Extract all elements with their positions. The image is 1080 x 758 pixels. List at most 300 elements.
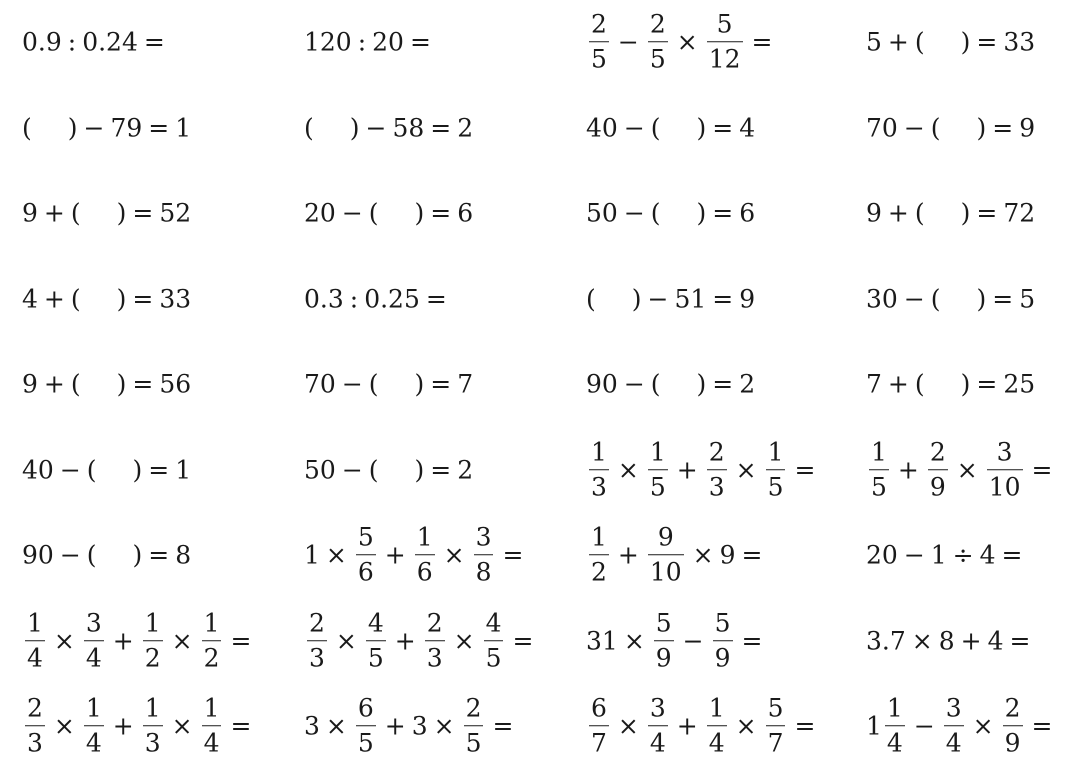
operator: = xyxy=(492,711,514,741)
number-text: 40 xyxy=(586,113,618,143)
number-text: 9 xyxy=(22,369,38,399)
problem-9-3 xyxy=(586,695,821,757)
number-text: 9 xyxy=(866,198,882,228)
operator: = xyxy=(148,113,170,143)
close-paren: ) xyxy=(960,369,971,399)
operator: × xyxy=(692,540,714,570)
fraction-numerator: 3 xyxy=(475,522,492,552)
operator: : xyxy=(67,27,77,57)
problem-9-1 xyxy=(22,695,257,757)
number-text: 20 xyxy=(372,27,404,57)
operator: = xyxy=(430,455,452,485)
number-text: 56 xyxy=(159,369,192,399)
operator: = xyxy=(794,455,816,485)
operator: = xyxy=(992,113,1014,143)
fraction-numerator: 1 xyxy=(871,437,887,467)
number-text: 5 xyxy=(866,27,882,57)
open-paren: ( xyxy=(86,540,97,570)
fraction xyxy=(589,11,609,73)
close-paren: ) xyxy=(132,540,143,570)
fraction-denominator: 10 xyxy=(648,555,684,586)
operator: × xyxy=(171,626,193,656)
close-paren: ) xyxy=(349,113,360,143)
fraction-numerator: 2 xyxy=(591,9,607,39)
fraction-numerator: 2 xyxy=(649,9,666,39)
fraction xyxy=(1003,695,1023,757)
number-text: 90 xyxy=(586,369,618,399)
number-text: 58 xyxy=(392,113,425,143)
fraction-numerator: 1 xyxy=(144,608,161,638)
fraction-numerator: 1 xyxy=(85,693,102,723)
fraction xyxy=(84,610,104,672)
fraction-denominator: 4 xyxy=(25,641,45,672)
fraction-denominator: 5 xyxy=(484,641,504,672)
fraction xyxy=(648,695,668,757)
problem-8-3 xyxy=(586,610,768,672)
operator: × xyxy=(171,711,193,741)
fraction-numerator: 3 xyxy=(996,437,1013,467)
problem-7-4 xyxy=(866,540,1028,570)
operator: − xyxy=(623,369,645,399)
fraction-numerator: 1 xyxy=(27,608,43,638)
fraction xyxy=(928,439,948,501)
operator: × xyxy=(972,711,994,741)
number-text: 6 xyxy=(457,198,474,228)
problem-5-1 xyxy=(22,369,192,399)
open-paren: ( xyxy=(930,113,941,143)
fraction-denominator: 5 xyxy=(464,726,484,757)
problem-3-1 xyxy=(22,198,192,228)
fraction-numerator: 2 xyxy=(929,437,946,467)
fraction xyxy=(474,524,494,586)
operator: × xyxy=(676,27,698,57)
fraction-denominator: 5 xyxy=(366,641,386,672)
number-text: 9 xyxy=(1019,113,1036,143)
fraction xyxy=(356,524,376,586)
operator: = xyxy=(992,284,1014,314)
number-text: 4 xyxy=(22,284,38,314)
operator: = xyxy=(1031,711,1053,741)
fraction xyxy=(589,439,609,501)
fraction-numerator: 1 xyxy=(591,437,607,467)
number-text: 70 xyxy=(304,369,336,399)
operator: − xyxy=(903,284,925,314)
close-paren: ) xyxy=(960,198,971,228)
close-paren: ) xyxy=(116,369,127,399)
operator: − xyxy=(341,198,363,228)
number-text: 1 xyxy=(175,455,192,485)
close-paren: ) xyxy=(696,369,707,399)
operator: = xyxy=(132,369,154,399)
fraction-numerator: 5 xyxy=(716,9,733,39)
operator: : xyxy=(357,27,367,57)
operator: × xyxy=(956,455,978,485)
problem-3-3 xyxy=(586,198,756,228)
fraction xyxy=(25,695,45,757)
fraction-denominator: 3 xyxy=(425,641,445,672)
operator: × xyxy=(335,626,357,656)
fraction-denominator: 5 xyxy=(589,42,609,73)
fraction-numerator: 6 xyxy=(591,693,607,723)
operator: = xyxy=(425,284,447,314)
operator: = xyxy=(502,540,524,570)
problem-8-4 xyxy=(866,626,1036,656)
number-text: 3.7 xyxy=(866,626,906,656)
close-paren: ) xyxy=(976,113,987,143)
operator: = xyxy=(148,455,170,485)
operator: = xyxy=(230,711,252,741)
fraction-numerator: 1 xyxy=(767,437,784,467)
operator: + xyxy=(887,27,909,57)
fraction-denominator: 5 xyxy=(766,470,786,501)
fraction-denominator: 4 xyxy=(885,726,905,757)
open-paren: ( xyxy=(914,198,925,228)
operator: = xyxy=(132,198,154,228)
fraction-denominator: 7 xyxy=(589,726,609,757)
fraction-denominator: 3 xyxy=(143,726,163,757)
operator: + xyxy=(394,626,416,656)
problem-8-1 xyxy=(22,610,257,672)
fraction xyxy=(589,695,609,757)
operator: = xyxy=(976,198,998,228)
number-text: 9 xyxy=(22,198,38,228)
fraction xyxy=(307,610,327,672)
fraction-denominator: 7 xyxy=(766,726,786,757)
fraction-numerator: 1 xyxy=(203,693,220,723)
operator: × xyxy=(325,711,347,741)
number-text: 7 xyxy=(866,369,882,399)
close-paren: ) xyxy=(960,27,971,57)
fraction-denominator: 3 xyxy=(25,726,45,757)
open-paren: ( xyxy=(368,455,379,485)
fraction-denominator: 2 xyxy=(589,555,609,586)
fraction-denominator: 5 xyxy=(869,470,889,501)
fraction-denominator: 12 xyxy=(707,42,743,73)
number-text: 4 xyxy=(979,540,996,570)
problem-6-2 xyxy=(304,455,474,485)
operator: × xyxy=(735,455,757,485)
operator: − xyxy=(59,455,81,485)
number-text: 72 xyxy=(1003,198,1036,228)
fraction-denominator: 2 xyxy=(143,641,163,672)
number-text: 7 xyxy=(457,369,474,399)
fraction-numerator: 2 xyxy=(708,437,725,467)
fraction-denominator: 3 xyxy=(707,470,727,501)
operator: : xyxy=(349,284,359,314)
fraction-numerator: 3 xyxy=(945,693,962,723)
fraction-denominator: 5 xyxy=(648,42,668,73)
number-text: 40 xyxy=(22,455,54,485)
operator: ÷ xyxy=(952,540,974,570)
open-paren: ( xyxy=(914,27,925,57)
close-paren: ) xyxy=(631,284,642,314)
fraction xyxy=(356,695,376,757)
operator: = xyxy=(230,626,252,656)
number-text: 3 xyxy=(411,711,428,741)
fraction xyxy=(648,11,668,73)
operator: + xyxy=(112,626,134,656)
problem-1-1 xyxy=(22,27,171,57)
open-paren: ( xyxy=(650,113,661,143)
number-text: 50 xyxy=(304,455,336,485)
open-paren: ( xyxy=(70,284,81,314)
operator: − xyxy=(59,540,81,570)
operator: − xyxy=(903,113,925,143)
open-paren: ( xyxy=(86,455,97,485)
fraction xyxy=(648,439,668,501)
problem-6-4 xyxy=(866,439,1058,501)
operator: × xyxy=(735,711,757,741)
number-text: 50 xyxy=(586,198,618,228)
fraction xyxy=(869,439,889,501)
number-text: 33 xyxy=(1003,27,1036,57)
fraction-numerator: 3 xyxy=(85,608,102,638)
fraction xyxy=(766,695,786,757)
fraction xyxy=(713,610,733,672)
operator: + xyxy=(384,711,406,741)
close-paren: ) xyxy=(67,113,78,143)
fraction xyxy=(944,695,964,757)
operator: × xyxy=(617,455,639,485)
fraction xyxy=(425,610,445,672)
fraction-numerator: 1 xyxy=(886,693,903,723)
operator: = xyxy=(430,198,452,228)
fraction-denominator: 4 xyxy=(648,726,668,757)
operator: + xyxy=(960,626,982,656)
number-text: 70 xyxy=(866,113,898,143)
number-text: 90 xyxy=(22,540,54,570)
fraction-numerator: 2 xyxy=(1004,693,1021,723)
fraction-numerator: 2 xyxy=(27,693,43,723)
problem-5-3 xyxy=(586,369,756,399)
operator: = xyxy=(794,711,816,741)
fraction-numerator: 5 xyxy=(714,608,731,638)
close-paren: ) xyxy=(696,198,707,228)
fraction xyxy=(707,11,743,73)
problem-6-1 xyxy=(22,455,192,485)
operator: = xyxy=(741,540,763,570)
number-text: 3 xyxy=(304,711,320,741)
operator: − xyxy=(623,198,645,228)
fraction-denominator: 4 xyxy=(84,726,104,757)
number-text: 33 xyxy=(159,284,192,314)
fraction-denominator: 9 xyxy=(928,470,948,501)
problem-4-4 xyxy=(866,284,1036,314)
fraction xyxy=(654,610,674,672)
operator: = xyxy=(132,284,154,314)
fraction xyxy=(415,524,435,586)
operator: = xyxy=(1001,540,1023,570)
fraction xyxy=(143,610,163,672)
fraction xyxy=(143,695,163,757)
fraction-numerator: 4 xyxy=(367,608,384,638)
fraction-denominator: 8 xyxy=(474,555,494,586)
number-text: 1 xyxy=(930,540,947,570)
fraction xyxy=(366,610,386,672)
problem-2-2 xyxy=(304,113,474,143)
fraction-numerator: 3 xyxy=(649,693,666,723)
operator: × xyxy=(617,711,639,741)
fraction-numerator: 4 xyxy=(485,608,502,638)
operator: + xyxy=(617,540,639,570)
fraction xyxy=(464,695,484,757)
close-paren: ) xyxy=(116,284,127,314)
close-paren: ) xyxy=(414,198,425,228)
number-text: 0.24 xyxy=(82,27,138,57)
open-paren: ( xyxy=(650,198,661,228)
operator: + xyxy=(676,455,698,485)
operator: − xyxy=(83,113,105,143)
operator: = xyxy=(1031,455,1053,485)
fraction-denominator: 6 xyxy=(356,555,376,586)
number-text: 20 xyxy=(304,198,336,228)
operator: − xyxy=(682,626,704,656)
operator: + xyxy=(43,198,65,228)
number-text: 1 xyxy=(175,113,192,143)
operator: − xyxy=(617,27,639,57)
number-text: 2 xyxy=(739,369,756,399)
fraction-denominator: 9 xyxy=(1003,726,1023,757)
number-text: 0.3 xyxy=(304,284,344,314)
close-paren: ) xyxy=(414,369,425,399)
open-paren: ( xyxy=(368,369,379,399)
fraction-denominator: 10 xyxy=(987,470,1023,501)
fraction-denominator: 5 xyxy=(356,726,376,757)
number-text: 25 xyxy=(1003,369,1036,399)
fraction xyxy=(589,524,609,586)
problem-5-2 xyxy=(304,369,474,399)
operator: = xyxy=(751,27,773,57)
fraction-denominator: 4 xyxy=(202,726,222,757)
operator: = xyxy=(1009,626,1031,656)
open-paren: ( xyxy=(930,284,941,314)
fraction-numerator: 1 xyxy=(144,693,161,723)
problem-5-4 xyxy=(866,369,1036,399)
operator: = xyxy=(430,369,452,399)
operator: − xyxy=(623,113,645,143)
operator: = xyxy=(409,27,431,57)
problem-7-2 xyxy=(304,524,529,586)
fraction-numerator: 1 xyxy=(416,522,433,552)
operator: + xyxy=(112,711,134,741)
fraction xyxy=(202,610,222,672)
number-text: 2 xyxy=(457,113,474,143)
open-paren: ( xyxy=(304,113,314,143)
operator: + xyxy=(887,369,909,399)
number-text: 4 xyxy=(739,113,756,143)
fraction xyxy=(84,695,104,757)
fraction-denominator: 6 xyxy=(415,555,435,586)
fraction xyxy=(987,439,1023,501)
operator: = xyxy=(712,198,734,228)
problem-2-3 xyxy=(586,113,756,143)
problem-6-3 xyxy=(586,439,821,501)
number-text: 9 xyxy=(739,284,756,314)
number-text: 9 xyxy=(719,540,736,570)
operator: = xyxy=(741,626,763,656)
operator: = xyxy=(512,626,534,656)
fraction-numerator: 5 xyxy=(655,608,672,638)
operator: − xyxy=(341,369,363,399)
fraction-denominator: 3 xyxy=(307,641,327,672)
number-text: 20 xyxy=(866,540,898,570)
fraction-numerator: 2 xyxy=(309,608,325,638)
number-text: 0.25 xyxy=(364,284,420,314)
fraction xyxy=(707,439,727,501)
fraction-denominator: 9 xyxy=(654,641,674,672)
problem-3-4 xyxy=(866,198,1036,228)
operator: + xyxy=(887,198,909,228)
operator: = xyxy=(430,113,452,143)
open-paren: ( xyxy=(650,369,661,399)
fraction-numerator: 2 xyxy=(426,608,443,638)
number-text: 1 xyxy=(866,711,882,741)
number-text: 8 xyxy=(938,626,955,656)
number-text: 2 xyxy=(457,455,474,485)
fraction-denominator: 4 xyxy=(84,641,104,672)
operator: × xyxy=(433,711,455,741)
fraction-numerator: 1 xyxy=(649,437,666,467)
operator: = xyxy=(148,540,170,570)
number-text: 4 xyxy=(987,626,1004,656)
operator: = xyxy=(712,284,734,314)
problem-3-2 xyxy=(304,198,474,228)
fraction xyxy=(707,695,727,757)
fraction-numerator: 5 xyxy=(357,522,374,552)
operator: × xyxy=(53,626,75,656)
fraction xyxy=(885,695,905,757)
operator: − xyxy=(903,540,925,570)
fraction-denominator: 5 xyxy=(648,470,668,501)
fraction xyxy=(766,439,786,501)
number-text: 120 xyxy=(304,27,352,57)
operator: + xyxy=(676,711,698,741)
open-paren: ( xyxy=(22,113,32,143)
problem-1-4 xyxy=(866,27,1036,57)
problem-8-2 xyxy=(304,610,539,672)
number-text: 6 xyxy=(739,198,756,228)
operator: − xyxy=(913,711,935,741)
problem-2-4 xyxy=(866,113,1036,143)
operator: × xyxy=(911,626,933,656)
number-text: 30 xyxy=(866,284,898,314)
fraction-numerator: 1 xyxy=(203,608,220,638)
operator: − xyxy=(365,113,387,143)
fraction-denominator: 4 xyxy=(944,726,964,757)
operator: + xyxy=(43,369,65,399)
problem-4-3 xyxy=(586,284,756,314)
problem-1-2 xyxy=(304,27,437,57)
fraction-numerator: 9 xyxy=(657,522,674,552)
operator: × xyxy=(453,626,475,656)
fraction-denominator: 4 xyxy=(707,726,727,757)
problem-9-2 xyxy=(304,695,519,757)
fraction-numerator: 1 xyxy=(708,693,725,723)
open-paren: ( xyxy=(70,369,81,399)
open-paren: ( xyxy=(70,198,81,228)
fraction-denominator: 3 xyxy=(589,470,609,501)
operator: = xyxy=(712,113,734,143)
number-text: 51 xyxy=(674,284,707,314)
fraction xyxy=(648,524,684,586)
fraction-denominator: 9 xyxy=(713,641,733,672)
problem-9-4 xyxy=(866,695,1058,757)
problem-4-2 xyxy=(304,284,453,314)
problem-2-1 xyxy=(22,113,192,143)
fraction xyxy=(484,610,504,672)
close-paren: ) xyxy=(116,198,127,228)
problem-1-3 xyxy=(586,11,778,73)
